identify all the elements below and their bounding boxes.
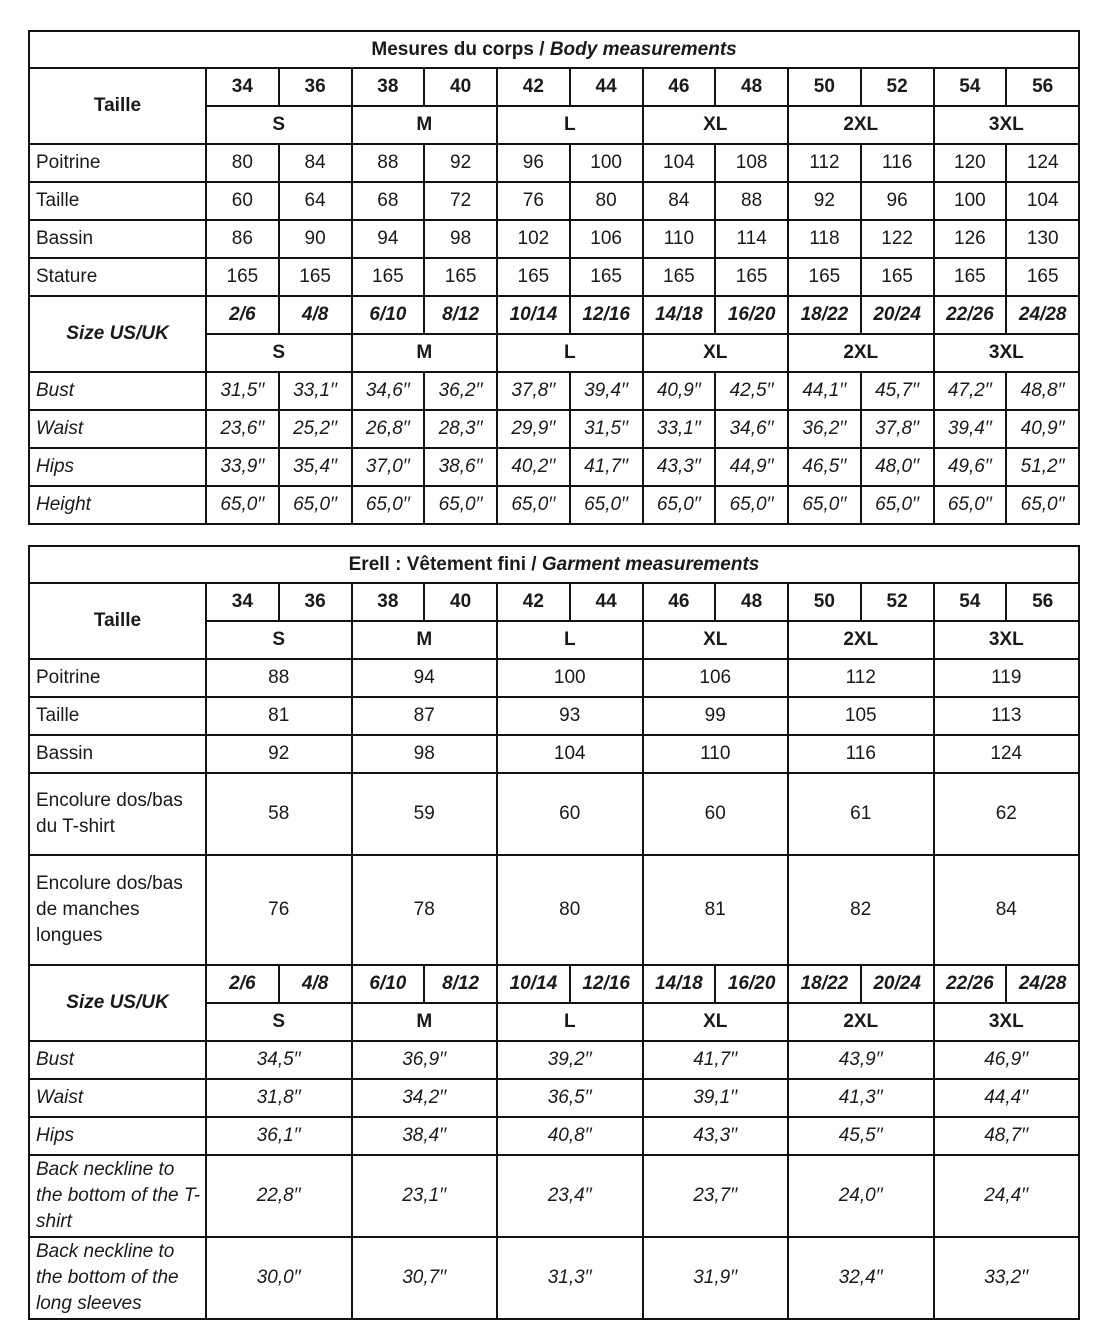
us-size: 16/20 (715, 296, 788, 334)
size-number: 36 (279, 583, 352, 621)
cell-value: 38,4′′ (352, 1117, 498, 1155)
cell-value: 65,0′′ (424, 486, 497, 524)
cell-value: 46,9′′ (934, 1041, 1080, 1079)
cell-value: 24,0′′ (788, 1155, 934, 1237)
table-row (29, 448, 1079, 486)
cell-value: 23,6′′ (206, 410, 279, 448)
cell-value: 36,5′′ (497, 1079, 643, 1117)
cell-value: 165 (279, 258, 352, 296)
cell-value: 64 (279, 182, 352, 220)
cell-value: 24,4′′ (934, 1155, 1080, 1237)
cell-value: 44,9′′ (715, 448, 788, 486)
size-number: 52 (861, 68, 934, 106)
us-size: 2/6 (206, 965, 279, 1003)
cell-value: 61 (788, 773, 934, 855)
us-size: 22/26 (934, 296, 1007, 334)
cell-value: 106 (570, 220, 643, 258)
cell-value: 90 (279, 220, 352, 258)
cell-value: 33,1′′ (643, 410, 716, 448)
cell-value: 88 (206, 659, 352, 697)
size-number: 34 (206, 583, 279, 621)
cell-value: 100 (497, 659, 643, 697)
taille-header: Taille (29, 583, 206, 659)
table-row (29, 372, 1079, 410)
title-row (29, 546, 1079, 583)
taille-header: Taille (29, 68, 206, 144)
body-measurements-table (28, 30, 1080, 525)
cell-value: 43,3′′ (643, 448, 716, 486)
cell-value: 31,5′′ (570, 410, 643, 448)
row-label: Taille (29, 697, 206, 735)
cell-value: 30,7′′ (352, 1237, 498, 1319)
cell-value: 29,9′′ (497, 410, 570, 448)
cell-value: 104 (1006, 182, 1079, 220)
table-row (29, 773, 1079, 855)
title-english: Garment measurements (541, 553, 760, 575)
cell-value: 46,5′′ (788, 448, 861, 486)
garment-measurements-table (28, 545, 1080, 1320)
cell-value: 36,9′′ (352, 1041, 498, 1079)
table-row (29, 410, 1079, 448)
cell-value: 165 (497, 258, 570, 296)
title-row (29, 31, 1079, 68)
cell-value: 84 (643, 182, 716, 220)
cell-value: 112 (788, 659, 934, 697)
title-french: Erell : Vêtement fini / (348, 553, 537, 575)
size-number: 36 (279, 68, 352, 106)
table-row (29, 697, 1079, 735)
cell-value: 65,0′′ (715, 486, 788, 524)
us-size: 4/8 (279, 296, 352, 334)
cell-value: 37,8′′ (861, 410, 934, 448)
cell-value: 165 (934, 258, 1007, 296)
cell-value: 65,0′′ (206, 486, 279, 524)
cell-value: 99 (643, 697, 789, 735)
size-number: 42 (497, 583, 570, 621)
cell-value: 41,3′′ (788, 1079, 934, 1117)
row-label: Back neckline to the bottom of the long sleeves (29, 1237, 206, 1319)
row-label: Poitrine (29, 659, 206, 697)
cell-value: 112 (788, 144, 861, 182)
cell-value: 43,3′′ (643, 1117, 789, 1155)
cell-value: 100 (570, 144, 643, 182)
cell-value: 96 (861, 182, 934, 220)
cell-value: 26,8′′ (352, 410, 425, 448)
table-row (29, 258, 1079, 296)
size-letter: S (206, 621, 352, 659)
cell-value: 43,9′′ (788, 1041, 934, 1079)
size-number: 42 (497, 68, 570, 106)
cell-value: 40,8′′ (497, 1117, 643, 1155)
size-number: 40 (424, 68, 497, 106)
row-label: Hips (29, 448, 206, 486)
cell-value: 92 (206, 735, 352, 773)
size-letter: M (352, 106, 498, 144)
table-row (29, 855, 1079, 965)
cell-value: 165 (352, 258, 425, 296)
cell-value: 102 (497, 220, 570, 258)
cell-value: 118 (788, 220, 861, 258)
row-label: Poitrine (29, 144, 206, 182)
cell-value: 33,9′′ (206, 448, 279, 486)
table-title (29, 546, 1079, 583)
us-size: 2/6 (206, 296, 279, 334)
size-number: 46 (643, 68, 716, 106)
size-letter: 2XL (788, 621, 934, 659)
table-title (29, 31, 1079, 68)
cell-value: 76 (206, 855, 352, 965)
size-letter: S (206, 334, 352, 372)
table-row (29, 1079, 1079, 1117)
cell-value: 106 (643, 659, 789, 697)
cell-value: 165 (788, 258, 861, 296)
cell-value: 42,5′′ (715, 372, 788, 410)
cell-value: 94 (352, 220, 425, 258)
size-letter: XL (643, 621, 789, 659)
cell-value: 65,0′′ (279, 486, 352, 524)
size-number: 48 (715, 583, 788, 621)
size-number: 44 (570, 68, 643, 106)
cell-value: 40,2′′ (497, 448, 570, 486)
cell-value: 41,7′′ (643, 1041, 789, 1079)
size-letter: 3XL (934, 106, 1080, 144)
title-english: Body measurements (549, 38, 737, 60)
row-label: Bust (29, 1041, 206, 1079)
row-label: Hips (29, 1117, 206, 1155)
size-letter: S (206, 106, 352, 144)
row-label: Taille (29, 182, 206, 220)
size-letter: 3XL (934, 334, 1080, 372)
cell-value: 165 (861, 258, 934, 296)
cell-value: 36,1′′ (206, 1117, 352, 1155)
cell-value: 124 (934, 735, 1080, 773)
size-letter: S (206, 1003, 352, 1041)
cell-value: 124 (1006, 144, 1079, 182)
title-french: Mesures du corps / (371, 38, 545, 60)
cell-value: 41,7′′ (570, 448, 643, 486)
cell-value: 28,3′′ (424, 410, 497, 448)
cell-value: 110 (643, 735, 789, 773)
cell-value: 84 (279, 144, 352, 182)
cell-value: 62 (934, 773, 1080, 855)
us-size: 20/24 (861, 296, 934, 334)
us-size: 12/16 (570, 296, 643, 334)
us-size: 4/8 (279, 965, 352, 1003)
size-number: 40 (424, 583, 497, 621)
us-size: 18/22 (788, 296, 861, 334)
cell-value: 48,7′′ (934, 1117, 1080, 1155)
size-number: 54 (934, 583, 1007, 621)
size-number: 38 (352, 68, 425, 106)
cell-value: 88 (715, 182, 788, 220)
cell-value: 22,8′′ (206, 1155, 352, 1237)
cell-value: 65,0′′ (643, 486, 716, 524)
row-label: Waist (29, 410, 206, 448)
table-row (29, 486, 1079, 524)
us-size: 12/16 (570, 965, 643, 1003)
size-number: 56 (1006, 68, 1079, 106)
cell-value: 60 (497, 773, 643, 855)
cell-value: 84 (934, 855, 1080, 965)
table-row (29, 1117, 1079, 1155)
cell-value: 126 (934, 220, 1007, 258)
cell-value: 31,9′′ (643, 1237, 789, 1319)
us-size: 16/20 (715, 965, 788, 1003)
us-size: 14/18 (643, 965, 716, 1003)
cell-value: 76 (497, 182, 570, 220)
us-size: 20/24 (861, 965, 934, 1003)
size-letter: XL (643, 106, 789, 144)
cell-value: 165 (424, 258, 497, 296)
table-row (29, 1041, 1079, 1079)
cell-value: 38,6′′ (424, 448, 497, 486)
row-label: Bassin (29, 220, 206, 258)
cell-value: 113 (934, 697, 1080, 735)
cell-value: 114 (715, 220, 788, 258)
cell-value: 82 (788, 855, 934, 965)
cell-value: 65,0′′ (352, 486, 425, 524)
size-number: 52 (861, 583, 934, 621)
cell-value: 30,0′′ (206, 1237, 352, 1319)
cell-value: 78 (352, 855, 498, 965)
cell-value: 116 (861, 144, 934, 182)
cell-value: 33,2′′ (934, 1237, 1080, 1319)
cell-value: 122 (861, 220, 934, 258)
size-letter: 2XL (788, 106, 934, 144)
cell-value: 34,6′′ (715, 410, 788, 448)
size-letter: L (497, 334, 643, 372)
cell-value: 93 (497, 697, 643, 735)
us-size: 10/14 (497, 965, 570, 1003)
cell-value: 65,0′′ (570, 486, 643, 524)
cell-value: 25,2′′ (279, 410, 352, 448)
table-row (29, 182, 1079, 220)
cell-value: 31,3′′ (497, 1237, 643, 1319)
cell-value: 80 (497, 855, 643, 965)
cell-value: 37,0′′ (352, 448, 425, 486)
cell-value: 39,4′′ (570, 372, 643, 410)
size-letter: M (352, 1003, 498, 1041)
cell-value: 165 (1006, 258, 1079, 296)
cell-value: 72 (424, 182, 497, 220)
cell-value: 23,7′′ (643, 1155, 789, 1237)
cell-value: 40,9′′ (643, 372, 716, 410)
size-us-header: Size US/UK (29, 296, 206, 372)
cell-value: 88 (352, 144, 425, 182)
cell-value: 51,2′′ (1006, 448, 1079, 486)
us-size: 24/28 (1006, 965, 1079, 1003)
table-row (29, 659, 1079, 697)
size-number: 44 (570, 583, 643, 621)
size-letter: M (352, 334, 498, 372)
us-size: 8/12 (424, 965, 497, 1003)
size-number: 46 (643, 583, 716, 621)
row-label: Bassin (29, 735, 206, 773)
cell-value: 23,1′′ (352, 1155, 498, 1237)
cell-value: 65,0′′ (497, 486, 570, 524)
size-number: 48 (715, 68, 788, 106)
cell-value: 34,5′′ (206, 1041, 352, 1079)
size-number: 50 (788, 583, 861, 621)
cell-value: 49,6′′ (934, 448, 1007, 486)
cell-value: 58 (206, 773, 352, 855)
cell-value: 80 (206, 144, 279, 182)
cell-value: 31,8′′ (206, 1079, 352, 1117)
cell-value: 44,1′′ (788, 372, 861, 410)
table-row (29, 1155, 1079, 1237)
us-size: 8/12 (424, 296, 497, 334)
cell-value: 94 (352, 659, 498, 697)
cell-value: 60 (206, 182, 279, 220)
row-label: Encolure dos/bas de manches longues (29, 855, 206, 965)
row-label: Stature (29, 258, 206, 296)
cell-value: 47,2′′ (934, 372, 1007, 410)
size-letter: XL (643, 334, 789, 372)
cell-value: 65,0′′ (934, 486, 1007, 524)
cell-value: 92 (424, 144, 497, 182)
size-letter: 3XL (934, 621, 1080, 659)
cell-value: 96 (497, 144, 570, 182)
cell-value: 81 (643, 855, 789, 965)
size-number: 34 (206, 68, 279, 106)
cell-value: 105 (788, 697, 934, 735)
row-label: Waist (29, 1079, 206, 1117)
cell-value: 40,9′′ (1006, 410, 1079, 448)
row-label: Bust (29, 372, 206, 410)
cell-value: 108 (715, 144, 788, 182)
cell-value: 39,1′′ (643, 1079, 789, 1117)
us-size: 18/22 (788, 965, 861, 1003)
cell-value: 37,8′′ (497, 372, 570, 410)
cell-value: 119 (934, 659, 1080, 697)
size-letter: XL (643, 1003, 789, 1041)
cell-value: 35,4′′ (279, 448, 352, 486)
us-size: 10/14 (497, 296, 570, 334)
cell-value: 45,7′′ (861, 372, 934, 410)
cell-value: 31,5′′ (206, 372, 279, 410)
cell-value: 130 (1006, 220, 1079, 258)
cell-value: 39,2′′ (497, 1041, 643, 1079)
cell-value: 104 (643, 144, 716, 182)
size-number: 54 (934, 68, 1007, 106)
cell-value: 65,0′′ (861, 486, 934, 524)
cell-value: 34,6′′ (352, 372, 425, 410)
row-label: Height (29, 486, 206, 524)
size-letter: 2XL (788, 334, 934, 372)
cell-value: 110 (643, 220, 716, 258)
cell-value: 86 (206, 220, 279, 258)
us-size: 14/18 (643, 296, 716, 334)
size-letter: L (497, 621, 643, 659)
size-letter: 3XL (934, 1003, 1080, 1041)
cell-value: 116 (788, 735, 934, 773)
cell-value: 33,1′′ (279, 372, 352, 410)
table-row (29, 735, 1079, 773)
cell-value: 36,2′′ (788, 410, 861, 448)
us-size: 24/28 (1006, 296, 1079, 334)
size-number: 38 (352, 583, 425, 621)
cell-value: 165 (206, 258, 279, 296)
table-row (29, 144, 1079, 182)
cell-value: 92 (788, 182, 861, 220)
cell-value: 45,5′′ (788, 1117, 934, 1155)
size-us-header: Size US/UK (29, 965, 206, 1041)
cell-value: 65,0′′ (788, 486, 861, 524)
cell-value: 80 (570, 182, 643, 220)
cell-value: 81 (206, 697, 352, 735)
cell-value: 23,4′′ (497, 1155, 643, 1237)
cell-value: 59 (352, 773, 498, 855)
size-number: 50 (788, 68, 861, 106)
cell-value: 120 (934, 144, 1007, 182)
cell-value: 36,2′′ (424, 372, 497, 410)
cell-value: 60 (643, 773, 789, 855)
size-letter: 2XL (788, 1003, 934, 1041)
size-letter: M (352, 621, 498, 659)
row-label: Back neckline to the bottom of the T-shirt (29, 1155, 206, 1237)
size-letter: L (497, 106, 643, 144)
cell-value: 165 (643, 258, 716, 296)
size-number: 56 (1006, 583, 1079, 621)
us-size: 6/10 (352, 965, 425, 1003)
cell-value: 48,0′′ (861, 448, 934, 486)
cell-value: 165 (570, 258, 643, 296)
cell-value: 39,4′′ (934, 410, 1007, 448)
cell-value: 100 (934, 182, 1007, 220)
row-label: Encolure dos/bas du T-shirt (29, 773, 206, 855)
size-letter: L (497, 1003, 643, 1041)
cell-value: 98 (424, 220, 497, 258)
us-size: 22/26 (934, 965, 1007, 1003)
cell-value: 34,2′′ (352, 1079, 498, 1117)
cell-value: 48,8′′ (1006, 372, 1079, 410)
table-row (29, 220, 1079, 258)
us-size: 6/10 (352, 296, 425, 334)
cell-value: 65,0′′ (1006, 486, 1079, 524)
cell-value: 44,4′′ (934, 1079, 1080, 1117)
table-row (29, 1237, 1079, 1319)
cell-value: 104 (497, 735, 643, 773)
cell-value: 68 (352, 182, 425, 220)
cell-value: 32,4′′ (788, 1237, 934, 1319)
cell-value: 165 (715, 258, 788, 296)
cell-value: 98 (352, 735, 498, 773)
cell-value: 87 (352, 697, 498, 735)
